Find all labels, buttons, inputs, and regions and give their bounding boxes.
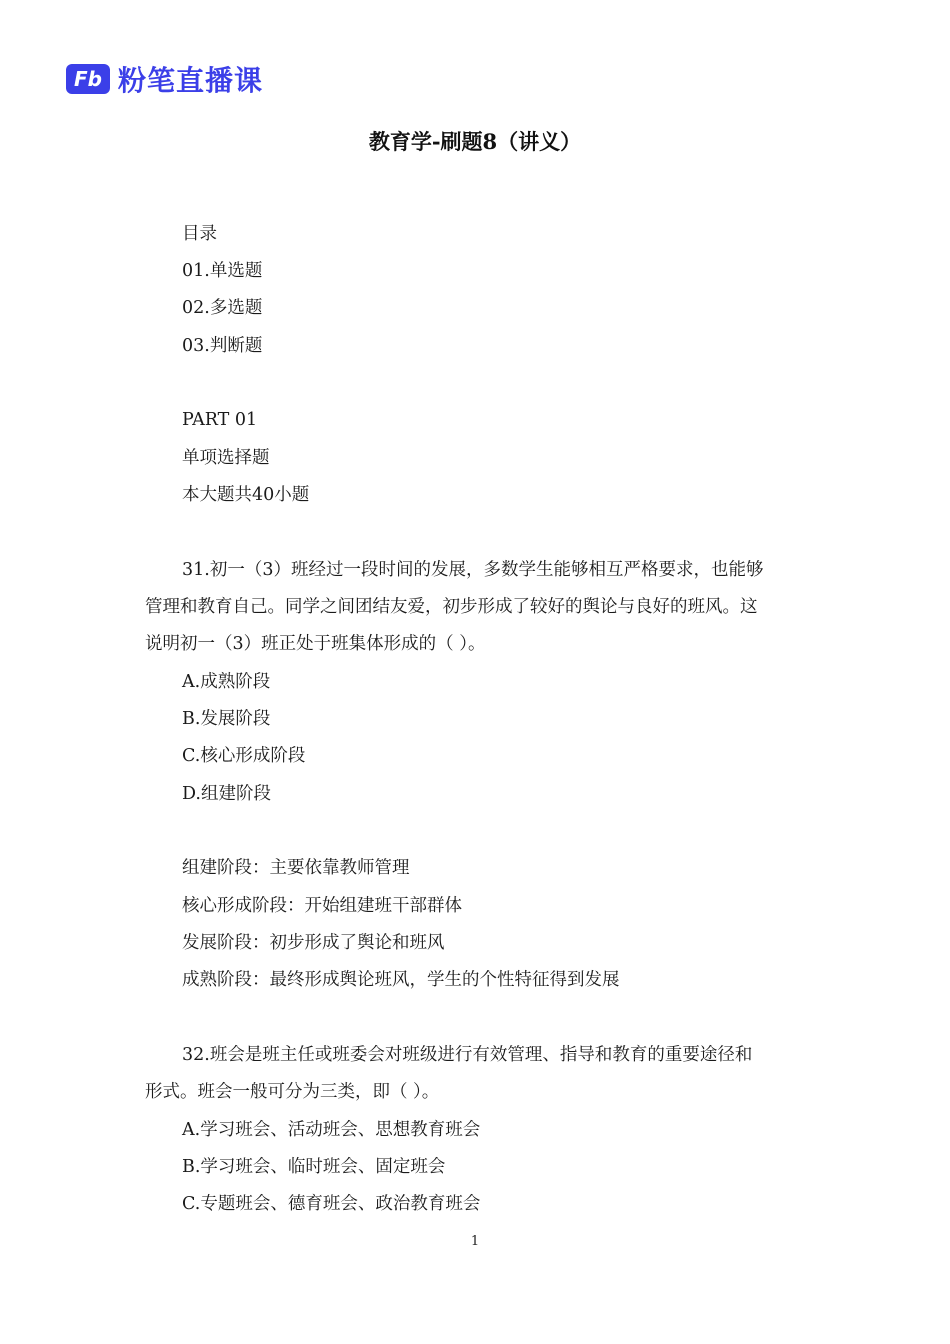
toc-heading: 目录: [182, 224, 217, 244]
question-31-stem: 31.初一（3）班经过一段时间的发展，多数学生能够相互严格要求，也能够: [182, 560, 764, 580]
question-31-option: D.组建阶段: [182, 784, 271, 804]
question-31-option: C.核心形成阶段: [182, 746, 306, 766]
part-count: 本大题共40小题: [182, 485, 310, 505]
question-31-stem: 说明初一（3）班正处于班集体形成的（ ）。: [145, 634, 486, 654]
question-31-note: 成熟阶段：最终形成舆论班风，学生的个性特征得到发展: [182, 970, 620, 990]
question-32-option: C.专题班会、德育班会、政治教育班会: [182, 1194, 481, 1214]
toc-item: 02.多选题: [182, 298, 263, 318]
brand-logo: [66, 60, 263, 98]
question-32-option: B.学习班会、临时班会、固定班会: [182, 1157, 446, 1177]
question-31-note: 发展阶段：初步形成了舆论和班风: [182, 933, 445, 953]
question-32-stem: 形式。班会一般可分为三类，即（ ）。: [145, 1082, 440, 1102]
question-31-option: B.发展阶段: [182, 709, 271, 729]
question-31-note: 核心形成阶段：开始组建班干部群体: [182, 896, 462, 916]
question-31-note: 组建阶段：主要依靠教师管理: [182, 858, 410, 878]
toc-item: 01.单选题: [182, 261, 263, 281]
document-title: 教育学-刷题8（讲义）: [368, 129, 582, 154]
brand-name: 粉笔直播课: [118, 64, 264, 97]
brand-mark-icon: Fb: [66, 64, 110, 94]
toc-item: 03.判断题: [182, 336, 263, 356]
question-32-stem: 32.班会是班主任或班委会对班级进行有效管理、指导和教育的重要途径和: [182, 1045, 753, 1065]
question-32-option: A.学习班会、活动班会、思想教育班会: [182, 1120, 481, 1140]
question-31-option: A.成熟阶段: [182, 672, 271, 692]
question-31-stem: 管理和教育自己。同学之间团结友爱，初步形成了较好的舆论与良好的班风。这: [145, 597, 758, 617]
part-label: PART 01: [182, 410, 258, 430]
part-name: 单项选择题: [182, 448, 270, 468]
page-number: 1: [470, 1234, 480, 1249]
